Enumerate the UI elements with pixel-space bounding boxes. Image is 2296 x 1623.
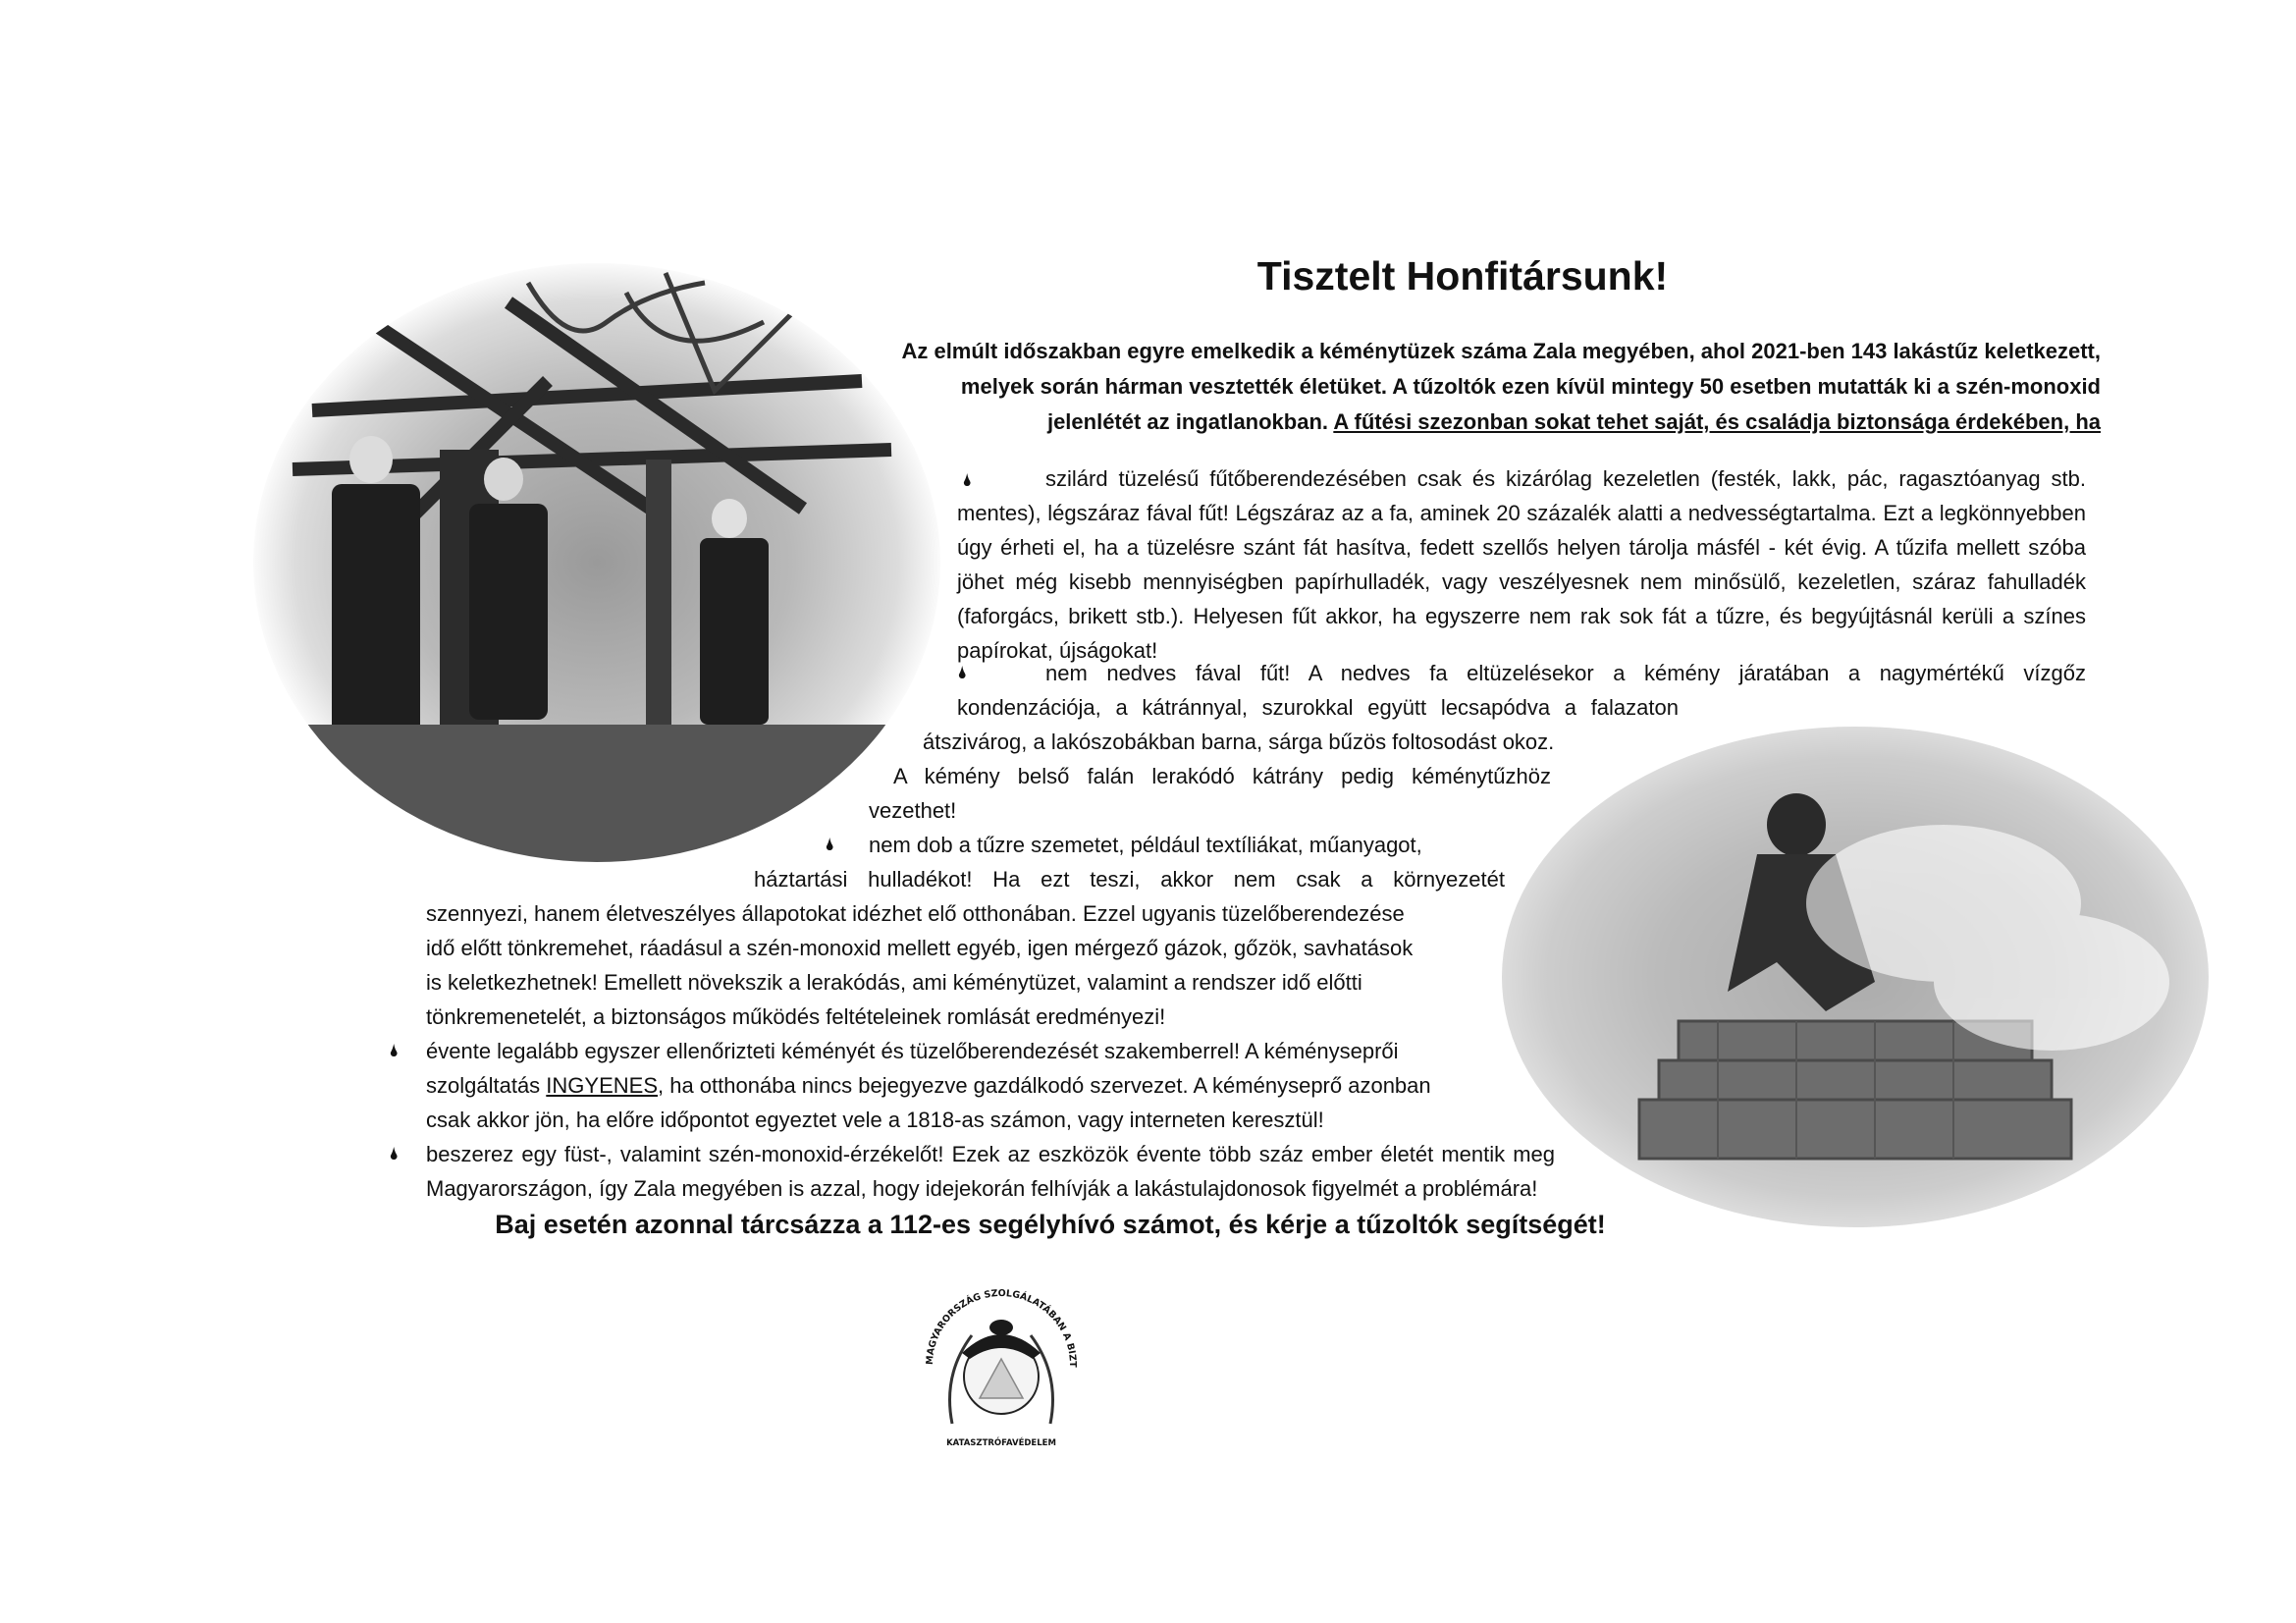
drop-bullet-icon: 🌢 — [825, 835, 835, 854]
bullet-2-line-2: kondenzációja, a kátránnyal, szurokkal együtt lecsapódva a falazaton — [957, 695, 1679, 720]
firefighters-photo-left — [253, 263, 940, 862]
firefighters-scene — [253, 263, 940, 862]
bullet-3-line-2: háztartási hulladékot! Ha ezt teszi, akkor nem csak a környezetét — [754, 867, 1505, 892]
bullet-4-line-2a: szolgáltatás — [426, 1073, 547, 1098]
bullet-2-line-1: nem nedves fával fűt! A nedves fa eltüzelésekor a kémény járatában a nagymértékű vízgőz — [1045, 661, 2086, 685]
bullet-2-line-4: A kémény belső falán lerakódó kátrány pedig kéménytűzhöz — [893, 764, 1551, 788]
drop-bullet-icon: 🌢 — [389, 1144, 400, 1163]
bullet-4-line-2 — [426, 1068, 1431, 1103]
chimney-scene — [1502, 727, 2209, 1227]
bullet-5-text: beszerez egy füst-, valamint szén-monoxid-érzékelőt! Ezek az eszközök évente több száz ember életét mentik meg Magyarországon, így Zala megyében is azzal, hogy idejekorán felhívják a lakástulajdonosok figyelmét a problémára! — [426, 1142, 1555, 1201]
intro-underlined: A fűtési szezonban sokat tehet saját, és családja biztonsága érdekében, ha — [1333, 409, 2101, 434]
emblem-bottom-text: KATASZTRÓFAVÉDELEM — [946, 1438, 1056, 1448]
disaster-management-emblem — [903, 1257, 1099, 1473]
drop-bullet-icon: 🌢 — [389, 1041, 400, 1060]
bullet-2-line-5: vezethet! — [869, 798, 957, 823]
bullet-3-line-1: nem dob a tűzre szemetet, például textíliákat, műanyagot, — [869, 833, 1422, 857]
firefighter-chimney-photo-right — [1502, 727, 2209, 1227]
bullet-3-line-3: szennyezi, hanem életveszélyes állapotokat idézhet elő otthonában. Ezzel ugyanis tüzelőberendezése — [426, 901, 1405, 926]
page-title: Tisztelt Honfitársunk! — [1256, 253, 1669, 298]
intro-paragraph — [864, 334, 2101, 440]
bullet-3-line-5: is keletkezhetnek! Emellett növekszik a lerakódás, ami kéménytüzet, valamint a rendszer idő előtti — [426, 970, 1362, 995]
bullet-1-text — [957, 461, 2086, 668]
drop-bullet-icon: 🌢 — [962, 470, 973, 490]
emblem-graphic — [903, 1257, 1099, 1473]
free-service-highlight: INGYENES — [546, 1073, 658, 1098]
bullet-4-line-2b: , ha otthonába nincs bejegyezve gazdálkodó szervezet. A kéményseprő azonban — [658, 1073, 1431, 1098]
emblem-ring-text: MAGYARORSZÁG SZOLGÁLATÁBAN A BIZT — [924, 1287, 1079, 1368]
bullet-4-line-1: évente legalább egyszer ellenőrizteti kéményét és tüzelőberendezését szakemberrel! A kéményseprői — [426, 1039, 1399, 1063]
bullet-1-body: szilárd tüzelésű fűtőberendezésében csak és kizárólag kezeletlen (festék, lakk, pác, ragasztóanyag stb. mentes), légszáraz fával fűt! Légszáraz az a fa, aminek 20 százalék alatti a nedvességtartalma. Ezt a legkönnyebben úgy érheti el, ha a tüzelésre szánt fát hasítva, fedett szellős helyen tárolja másfél - két évig. A tűzifa mellett szóba jöhet még kisebb mennyiségben papírhulladék, vagy veszélyesnek nem minősülő, kezeletlen, száraz fahulladék (faforgács, brikett stb.). Helyesen fűt akkor, ha egyszerre nem rak sok fát a tűzre, és begyújtásnál kerüli a színes papírokat, újságokat! — [957, 466, 2086, 663]
bullet-2-line-3: átszivárog, a lakószobákban barna, sárga bűzös foltosodást okoz. — [923, 730, 1555, 754]
drop-bullet-icon: 🌢 — [957, 663, 968, 682]
bullet-4-line-3: csak akkor jön, ha előre időpontot egyeztet vele a 1818-as számon, vagy interneten keresztül! — [426, 1108, 1324, 1132]
bullet-3-line-6: tönkremenetelét, a biztonságos működés feltételeinek romlását eredményezi! — [426, 1004, 1166, 1029]
emergency-call-notice: Baj esetén azonnal tárcsázza a 112-es segélyhívó számot, és kérje a tűzoltók segítségét! — [495, 1210, 1606, 1239]
intro-text: Az elmúlt időszakban egyre emelkedik a kéménytüzek száma Zala megyében, ahol 2021-ben 143 lakástűz keletkezett, melyek során hárman vesztették életüket. A tűzoltók ezen kívül mintegy 50 esetben mutatták ki a szén-monoxid jelenlétét az ingatlanokban. — [901, 339, 2101, 434]
bullet-3-line-4: idő előtt tönkremehet, ráadásul a szén-monoxid mellett egyéb, igen mérgező gázok, gőzök, savhatások — [426, 936, 1414, 960]
